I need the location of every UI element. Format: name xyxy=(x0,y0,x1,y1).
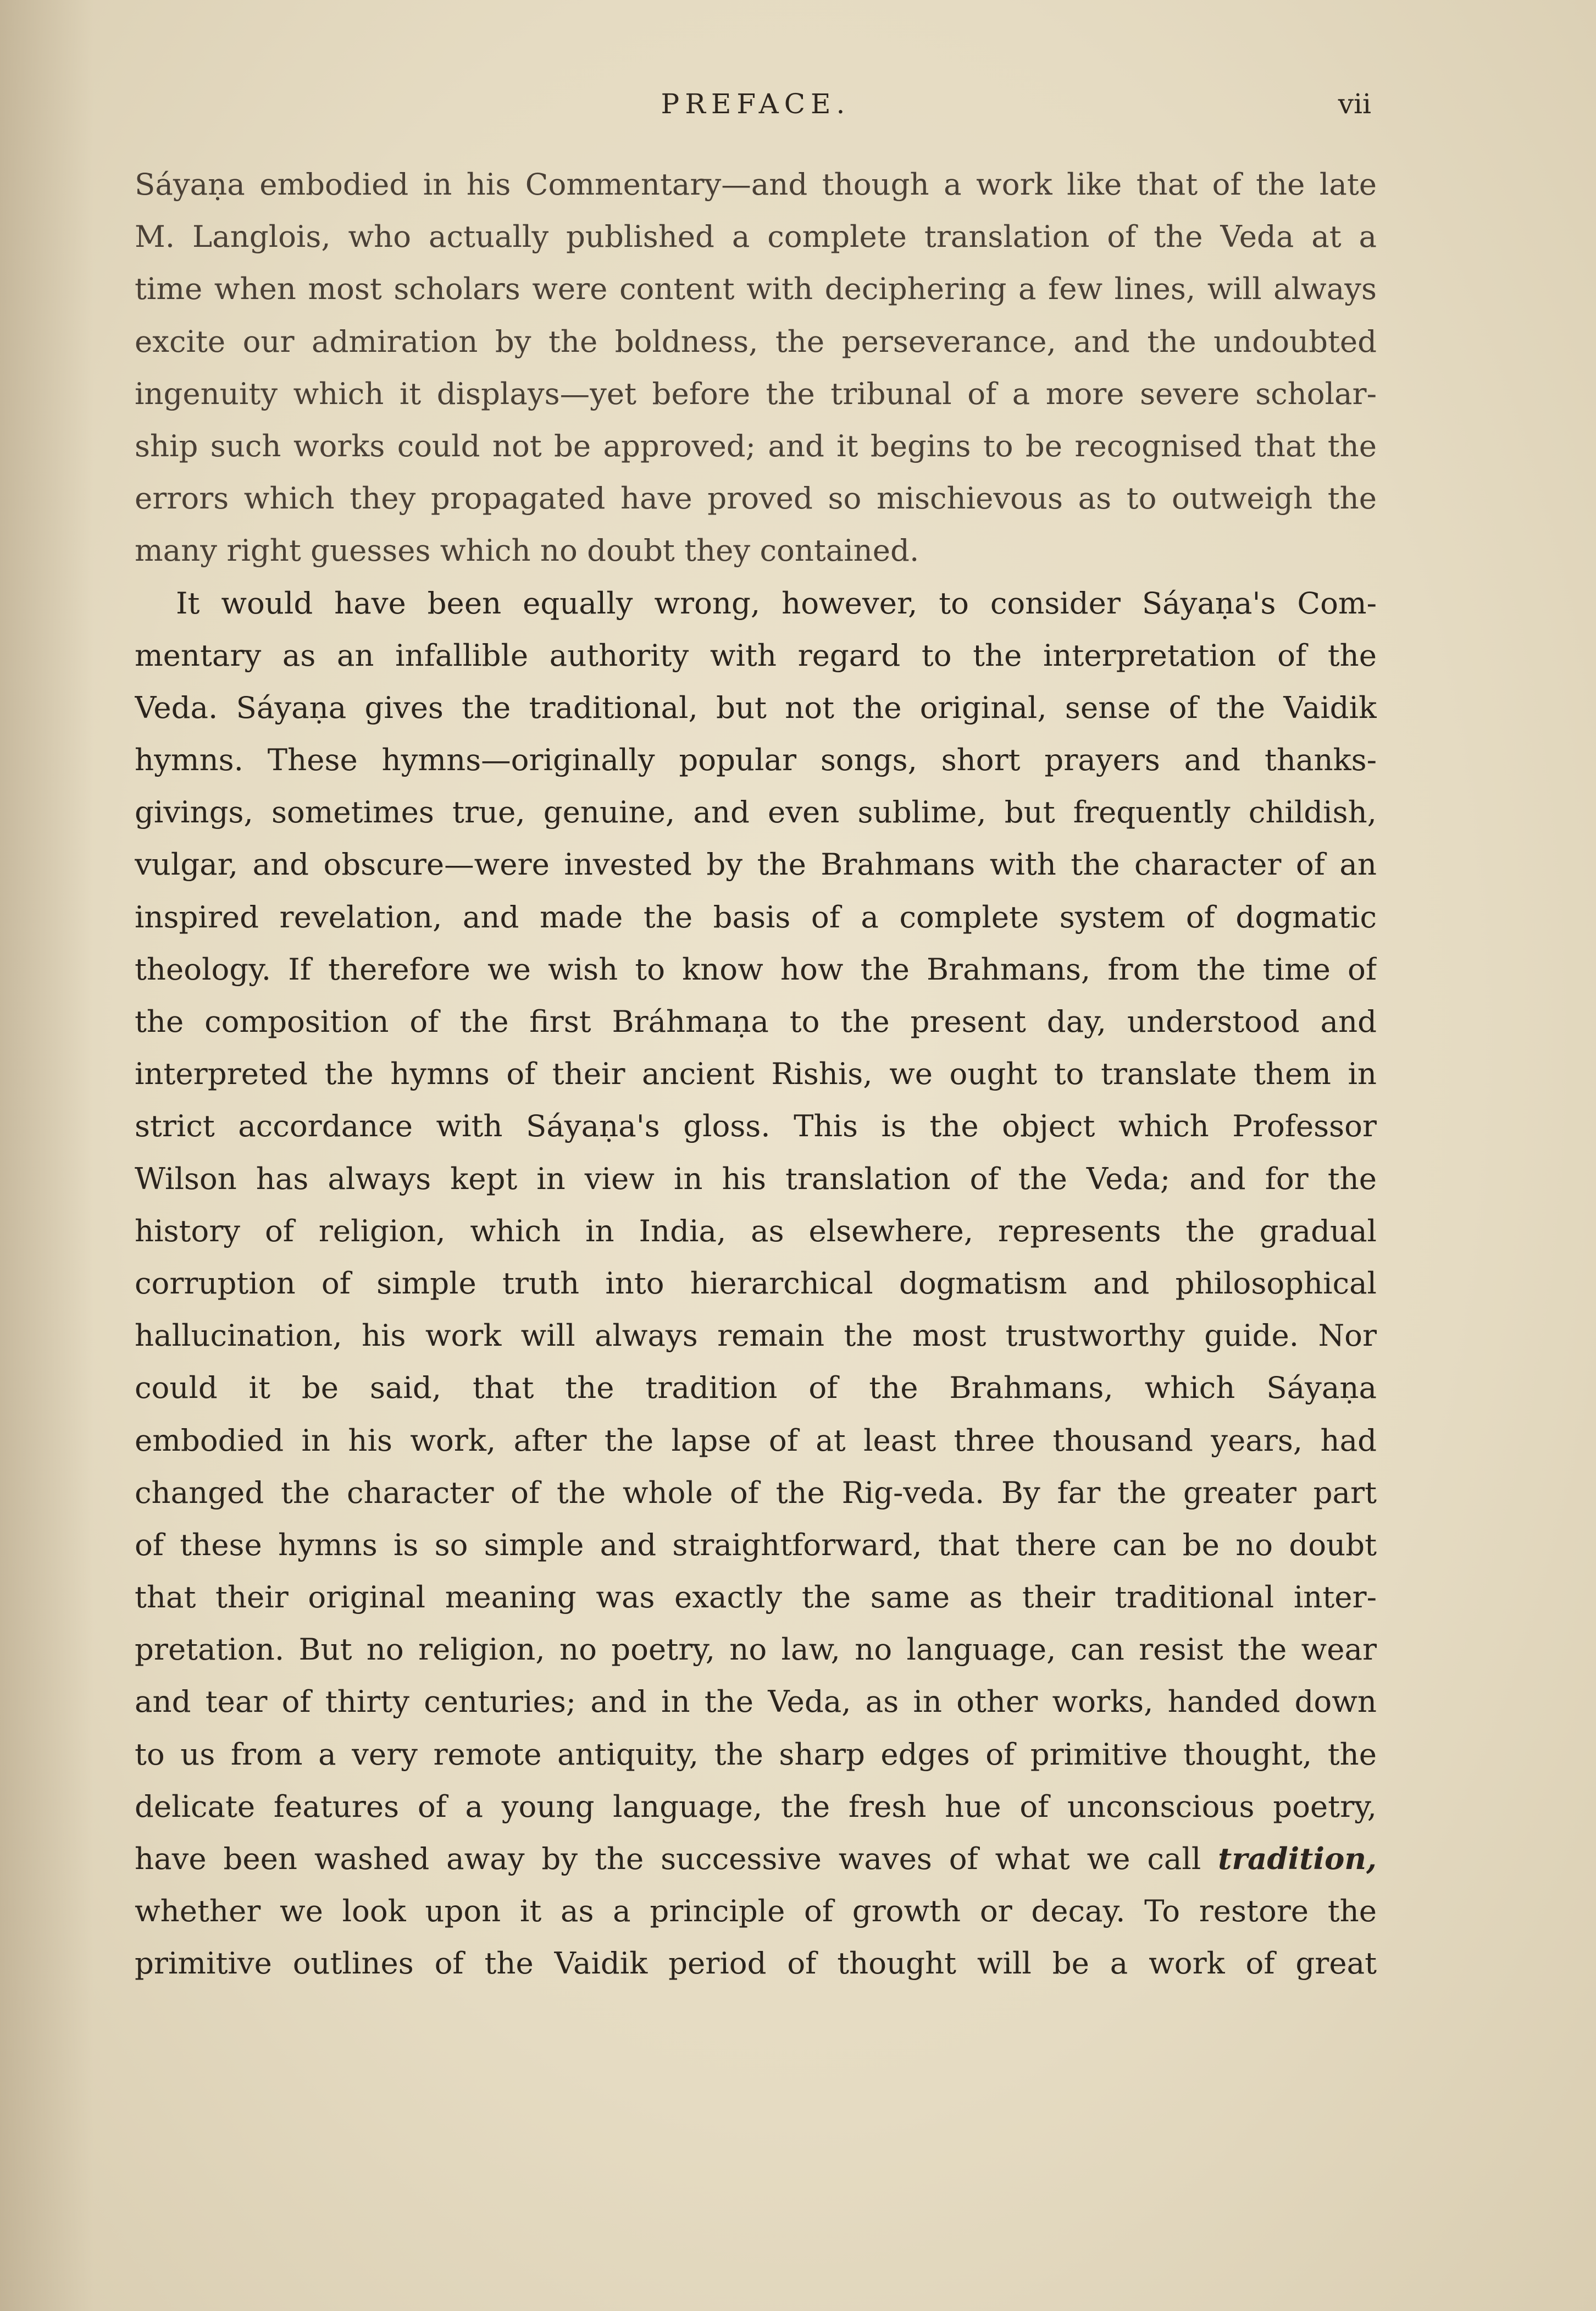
text-line: embodied in his work, after the lapse of at least three thousand years, had xyxy=(135,1422,1377,1458)
text-line: excite our admiration by the boldness, the perseverance, and the undoubted xyxy=(135,323,1377,359)
text-line: hallucination, his work will always remain the most trustworthy guide. Nor xyxy=(135,1318,1377,1353)
text-line: corruption of simple truth into hierarchical dogmatism and philosophical xyxy=(135,1265,1377,1301)
text-line: mentary as an infallible authority with regard to the interpretation of the xyxy=(135,637,1377,673)
text-line: strict accordance with Sáyaṇa's gloss. This is the object which Professor xyxy=(135,1108,1377,1144)
text-line-content: have been washed away by the successive waves of what we call xyxy=(135,1841,1201,1876)
text-line: history of religion, which in India, as elsewhere, represents the gradual xyxy=(135,1213,1377,1248)
text-line: errors which they propagated have proved so mischievous as to outweigh the xyxy=(135,480,1377,516)
text-line: many right guesses which no doubt they contained. xyxy=(135,533,919,568)
text-line: delicate features of a young language, the fresh hue of unconscious poetry, xyxy=(135,1788,1377,1824)
page-header xyxy=(135,88,1377,132)
text-line: Veda. Sáyaṇa gives the traditional, but not the original, sense of the Vaidik xyxy=(135,689,1377,725)
paragraph-start-line: It would have been equally wrong, however, to consider Sáyaṇa's Com- xyxy=(176,585,1377,621)
text-line: pretation. But no religion, no poetry, no law, no language, can resist the wear xyxy=(135,1632,1377,1667)
text-line: ingenuity which it displays—yet before the tribunal of a more severe scholar- xyxy=(135,375,1377,411)
text-line: primitive outlines of the Vaidik period of thought will be a work of great xyxy=(135,1945,1377,1981)
text-line: vulgar, and obscure—were invested by the Brahmans with the character of an xyxy=(135,847,1377,882)
text-line: hymns. These hymns—originally popular songs, short prayers and thanks- xyxy=(135,742,1377,778)
text-line: the composition of the first Bráhmaṇa to the present day, understood and xyxy=(135,1004,1377,1039)
text-line: ship such works could not be approved; and it begins to be recognised that the xyxy=(135,428,1377,463)
text-line: interpreted the hymns of their ancient Rishis, we ought to translate them in xyxy=(135,1056,1377,1092)
text-line: Wilson has always kept in view in his translation of the Veda; and for the xyxy=(135,1160,1377,1196)
page-number: vii xyxy=(1338,88,1371,120)
text-line-with-italic xyxy=(135,1833,1377,1885)
text-line: could it be said, that the tradition of the Brahmans, which Sáyaṇa xyxy=(135,1370,1377,1406)
body-text xyxy=(135,158,1377,1990)
text-line: that their original meaning was exactly the same as their traditional inter- xyxy=(135,1579,1377,1615)
text-line: whether we look upon it as a principle of growth or decay. To restore the xyxy=(135,1893,1377,1929)
italic-word: tradition, xyxy=(1218,1841,1377,1876)
text-line: givings, sometimes true, genuine, and even sublime, but frequently childish, xyxy=(135,794,1377,830)
text-line: M. Langlois, who actually published a complete translation of the Veda at a xyxy=(135,219,1377,255)
text-line: of these hymns is so simple and straightforward, that there can be no doubt xyxy=(135,1527,1377,1562)
running-head: PREFACE. xyxy=(661,88,851,120)
text-line: time when most scholars were content with deciphering a few lines, will always xyxy=(135,271,1377,307)
text-line: to us from a very remote antiquity, the sharp edges of primitive thought, the xyxy=(135,1736,1377,1772)
text-line: changed the character of the whole of the Rig-veda. By far the greater part xyxy=(135,1474,1377,1510)
gutter-shadow xyxy=(0,0,93,2311)
text-line: theology. If therefore we wish to know how the Brahmans, from the time of xyxy=(135,951,1377,987)
text-line: Sáyaṇa embodied in his Commentary—and though a work like that of the late xyxy=(135,167,1377,202)
text-line: inspired revelation, and made the basis of a complete system of dogmatic xyxy=(135,899,1377,935)
text-line: and tear of thirty centuries; and in the Veda, as in other works, handed down xyxy=(135,1684,1377,1720)
